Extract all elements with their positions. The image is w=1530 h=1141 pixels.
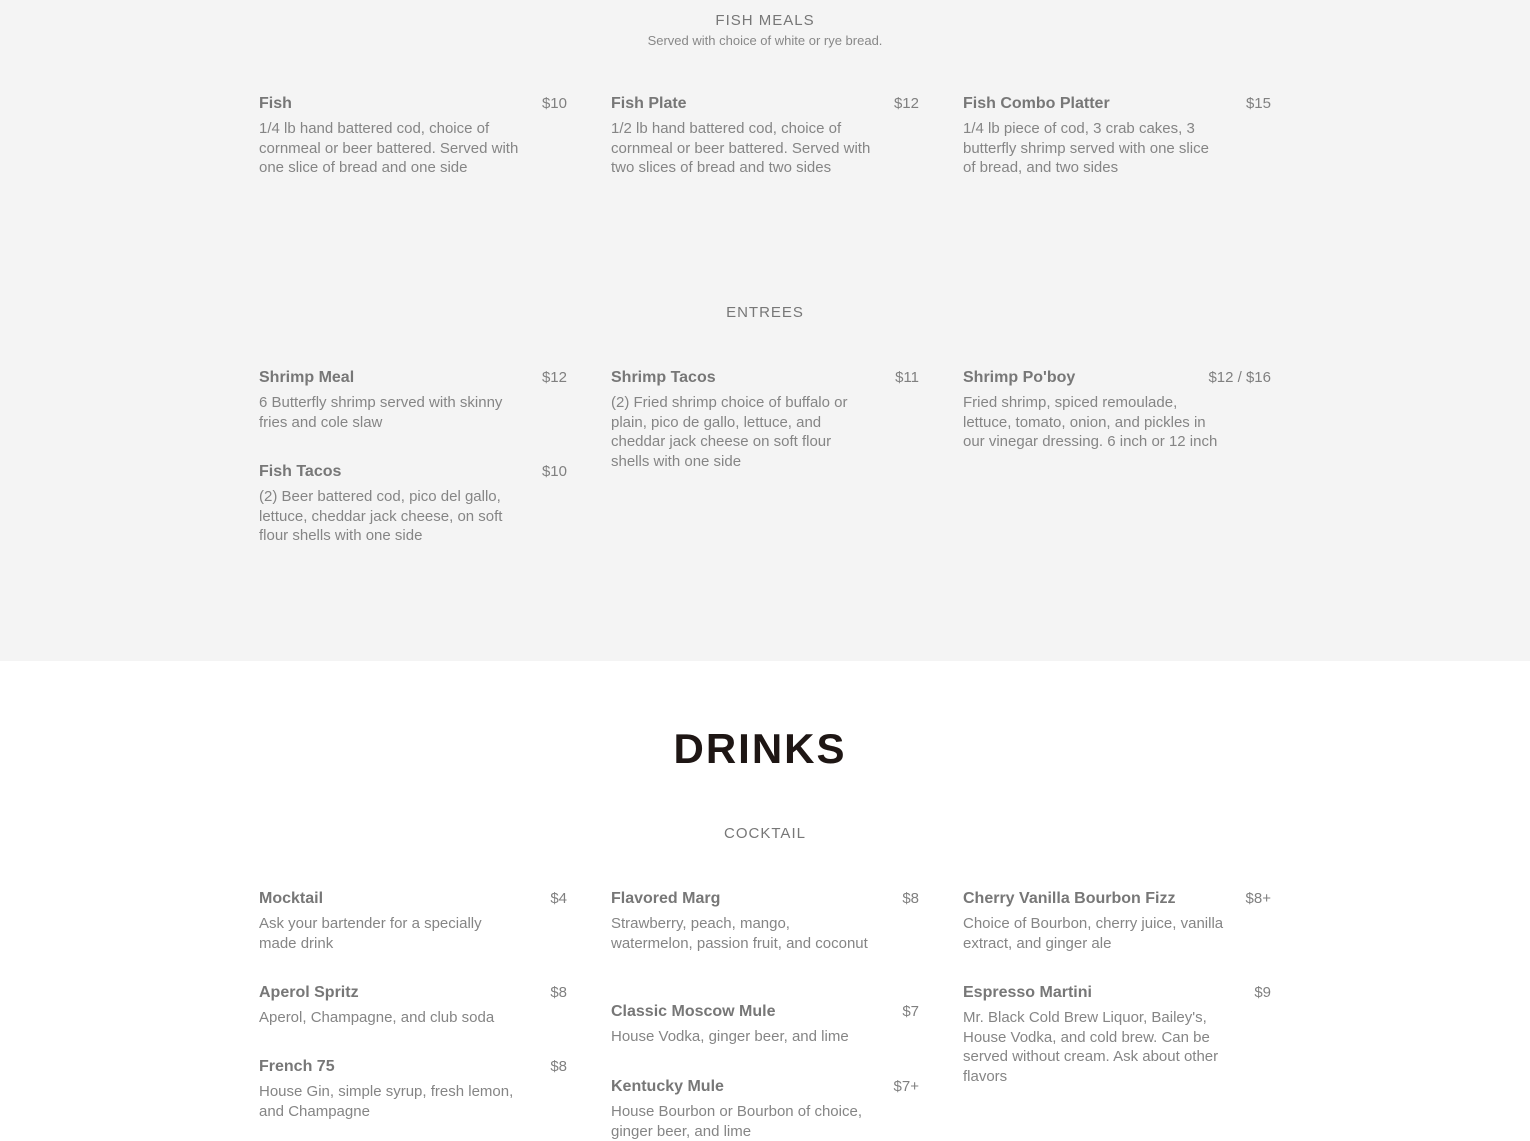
item-name: Shrimp Tacos xyxy=(611,369,716,386)
item-description: House Vodka, ginger beer, and lime xyxy=(611,1028,849,1045)
item-description: House Bourbon or Bourbon of choice, ginger beer, and lime xyxy=(611,1103,862,1140)
item-description: 1/2 lb hand battered cod, choice of cornmeal or beer battered. Served with two slices of bread and two sides xyxy=(611,120,871,176)
item-name: Classic Moscow Mule xyxy=(611,1003,776,1020)
item-name: Fish Combo Platter xyxy=(963,95,1110,112)
item-description: (2) Fried shrimp choice of buffalo or plain, pico de gallo, lettuce, and cheddar jack cheese on soft flour shells with one side xyxy=(611,394,848,470)
item-price: $7+ xyxy=(893,1078,919,1095)
item-price: $15 xyxy=(1245,95,1271,112)
drinks-menu-section xyxy=(0,661,1530,1140)
item-name: Fish Tacos xyxy=(259,463,342,480)
item-description: Ask your bartender for a specially made drink xyxy=(259,915,482,952)
drinks-heading: DRINKS xyxy=(673,725,847,772)
item-price: $12 xyxy=(541,369,567,386)
item-description: 1/4 lb hand battered cod, choice of cornmeal or beer battered. Served with one slice of bread and one side xyxy=(259,120,519,176)
item-name: Espresso Martini xyxy=(963,984,1092,1001)
item-price: $10 xyxy=(541,463,567,480)
item-price: $9 xyxy=(1254,984,1271,1001)
entrees-heading: ENTREES xyxy=(726,304,804,321)
item-name: Shrimp Meal xyxy=(259,369,355,386)
item-price: $8 xyxy=(902,890,919,907)
item-name: Flavored Marg xyxy=(611,890,721,907)
item-name: Kentucky Mule xyxy=(611,1078,724,1095)
item-price: $8 xyxy=(550,984,567,1001)
item-price: $11 xyxy=(895,369,919,386)
item-description: Aperol, Champagne, and club soda xyxy=(259,1009,495,1026)
item-name: French 75 xyxy=(259,1058,335,1075)
item-name: Mocktail xyxy=(259,890,324,907)
item-description: Fried shrimp, spiced remoulade, lettuce, tomato, onion, and pickles in our vinegar dressing. 6 inch or 12 inch xyxy=(963,394,1218,450)
item-description: Choice of Bourbon, cherry juice, vanilla extract, and ginger ale xyxy=(963,915,1224,952)
item-description: House Gin, simple syrup, fresh lemon, and Champagne xyxy=(259,1083,514,1120)
item-description: 6 Butterfly shrimp served with skinny fries and cole slaw xyxy=(259,394,503,431)
item-price: $8 xyxy=(550,1058,567,1075)
item-name: Shrimp Po'boy xyxy=(963,369,1076,386)
item-description: Strawberry, peach, mango, watermelon, passion fruit, and coconut xyxy=(611,915,868,952)
item-price: $12 / $16 xyxy=(1208,369,1271,386)
item-name: Fish Plate xyxy=(611,95,687,112)
item-description: (2) Beer battered cod, pico del gallo, lettuce, cheddar jack cheese, on soft flour shells with one side xyxy=(259,488,503,544)
item-description: 1/4 lb piece of cod, 3 crab cakes, 3 butterfly shrimp served with one slice of bread, and two sides xyxy=(963,120,1209,176)
item-price: $10 xyxy=(541,95,567,112)
fish-meals-heading: FISH MEALS xyxy=(715,12,815,29)
fish-meals-subtitle: Served with choice of white or rye bread. xyxy=(647,33,883,48)
item-price: $4 xyxy=(550,890,567,907)
cocktail-heading: COCKTAIL xyxy=(724,825,806,842)
item-description: Mr. Black Cold Brew Liquor, Bailey's, House Vodka, and cold brew. Can be served without cream. Ask about other flavors xyxy=(963,1009,1219,1085)
item-price: $12 xyxy=(893,95,919,112)
item-price: $7 xyxy=(902,1003,919,1020)
item-name: Cherry Vanilla Bourbon Fizz xyxy=(963,890,1176,907)
item-name: Fish xyxy=(259,95,292,112)
item-price: $8+ xyxy=(1245,890,1271,907)
item-name: Aperol Spritz xyxy=(259,984,359,1001)
